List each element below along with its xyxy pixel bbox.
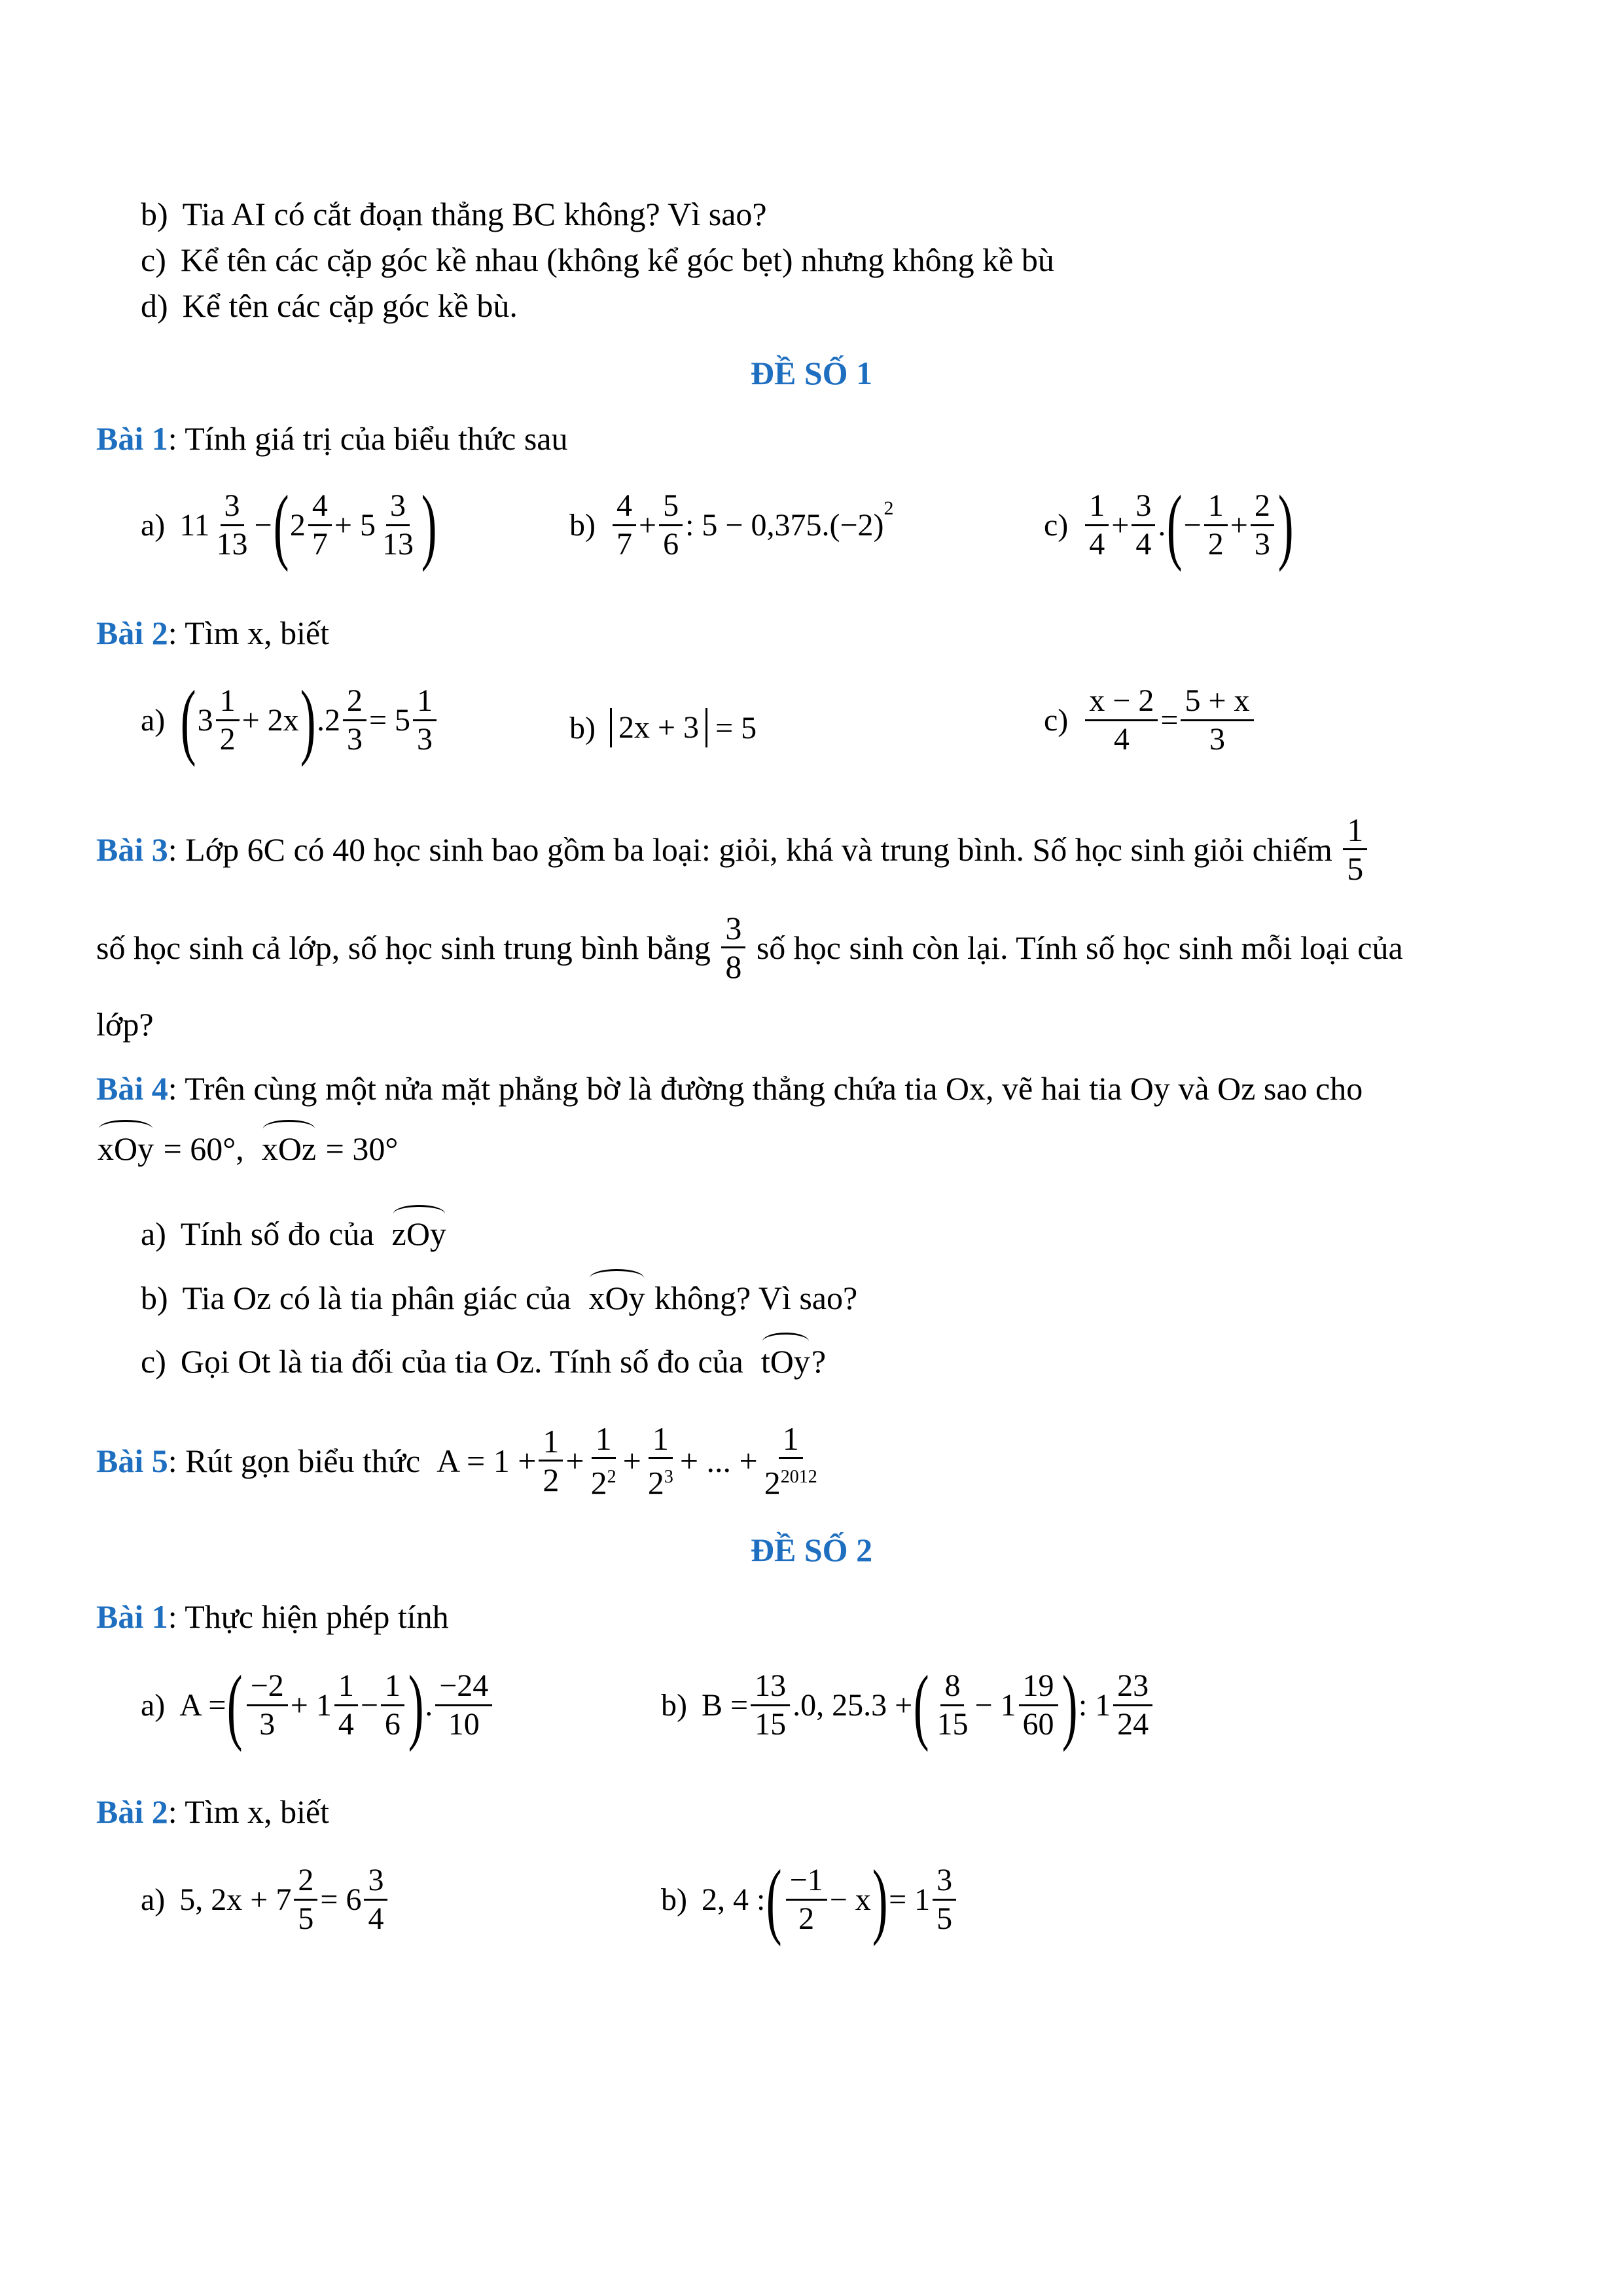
- section-title-de2: ĐỀ SỐ 2: [750, 1532, 873, 1568]
- de1-bai1-b: b) $\frac{4}{7}$ + $\frac{5}{6}$ : 5 − 0,375.(−2) 2: [569, 488, 894, 562]
- de1-bai2-c: c) $\frac{x - 2}{4}$ = $\frac{5 + x}{3}$: [1044, 683, 1257, 758]
- de2-bai2-a: a) 5, 2x + 7 $\frac{2}{5}$ = 6 $\frac{3}{4}$: [141, 1862, 390, 1937]
- intro-item-b: b) Tia AI có cắt đoạn thẳng BC không? Vì sao?: [141, 196, 767, 232]
- de2-bai1-a: a) A = ( $\frac{-2}{3}$ + 1 $\frac{1}{4}$ − $\frac{1}{6}$ ) . $\frac{-24}{10}$: [141, 1668, 495, 1743]
- de1-bai3-line2: số học sinh cả lớp, số học sinh trung bình bằng $\frac{3}{8}$ số học sinh còn lại. Tính số học sinh mỗi loại của: [96, 910, 1403, 985]
- de1-bai4-line1: Bài 4: Trên cùng một nửa mặt phẳng bờ là đường thẳng chứa tia Ox, vẽ hai tia Oy và Oz sao cho: [96, 1070, 1363, 1107]
- intro-item-c: c) Kể tên các cặp góc kề nhau (không kể góc bẹt) nhưng không kề bù: [141, 242, 1054, 278]
- de1-bai2-heading: Bài 2: Tìm x, biết: [96, 615, 330, 651]
- de2-bai2-b: b) 2, 4 : ( $\frac{-1}{2}$ − x ) = 1 $\frac{3}{5}$: [661, 1862, 959, 1937]
- intro-item-d: d) Kể tên các cặp góc kề bù.: [141, 287, 518, 324]
- de1-bai2-b: b) 2x + 3 = 5: [569, 708, 757, 747]
- de1-bai4-item-c: c) Gọi Ot là tia đối của tia Oz. Tính số đo của tOy?: [141, 1343, 827, 1380]
- de1-bai1-heading: Bài 1: Tính giá trị của biểu thức sau: [96, 420, 568, 457]
- de1-bai5: Bài 5 : Rút gọn biểu thức A = 1 + $\frac{1}{2}$ + $\frac{1}{2^2}$ + $\frac{1}{2^3}$ + ... + $\frac{1}{2^{2012}}$: [96, 1420, 817, 1501]
- de1-bai4-item-b: b) Tia Oz có là tia phân giác của xOy không? Vì sao?: [141, 1280, 858, 1316]
- de1-bai2-a: a) ( 3 $\frac{1}{2}$ + 2x ) .2 $\frac{2}{3}$ = 5 $\frac{1}{3}$: [141, 683, 439, 758]
- de1-bai4-line2: xOy = 60°, xOz = 30°: [98, 1130, 399, 1167]
- de2-bai1-heading: Bài 1: Thực hiện phép tính: [96, 1598, 449, 1635]
- de1-bai4-item-a: a) Tính số đo của zOy: [141, 1215, 446, 1252]
- de2-bai1-b: b) B = $\frac{13}{15}$ .0, 25.3 + ( $\frac{8}{15}$ − 1 $\frac{19}{60}$ ) : 1 $\frac{23}{24}$: [661, 1668, 1155, 1743]
- de2-bai2-heading: Bài 2: Tìm x, biết: [96, 1793, 330, 1830]
- de1-bai3-line1: Bài 3 : Lớp 6C có 40 học sinh bao gồm ba loại: giỏi, khá và trung bình. Số học sinh giỏi chiếm $\frac{1}{5}$: [96, 812, 1370, 887]
- section-title-de1: ĐỀ SỐ 1: [750, 355, 873, 391]
- de1-bai1-a: a) 11 $\frac{3}{13}$ − ( 2 $\frac{4}{7}$ + 5 $\frac{3}{13}$ ): [141, 478, 437, 573]
- de1-bai1-c: c) $\frac{1}{4}$ + $\frac{3}{4}$ . ( − $\frac{1}{2}$ + $\frac{2}{3}$ ): [1044, 478, 1294, 573]
- de1-bai3-line3: lớp?: [96, 1006, 154, 1043]
